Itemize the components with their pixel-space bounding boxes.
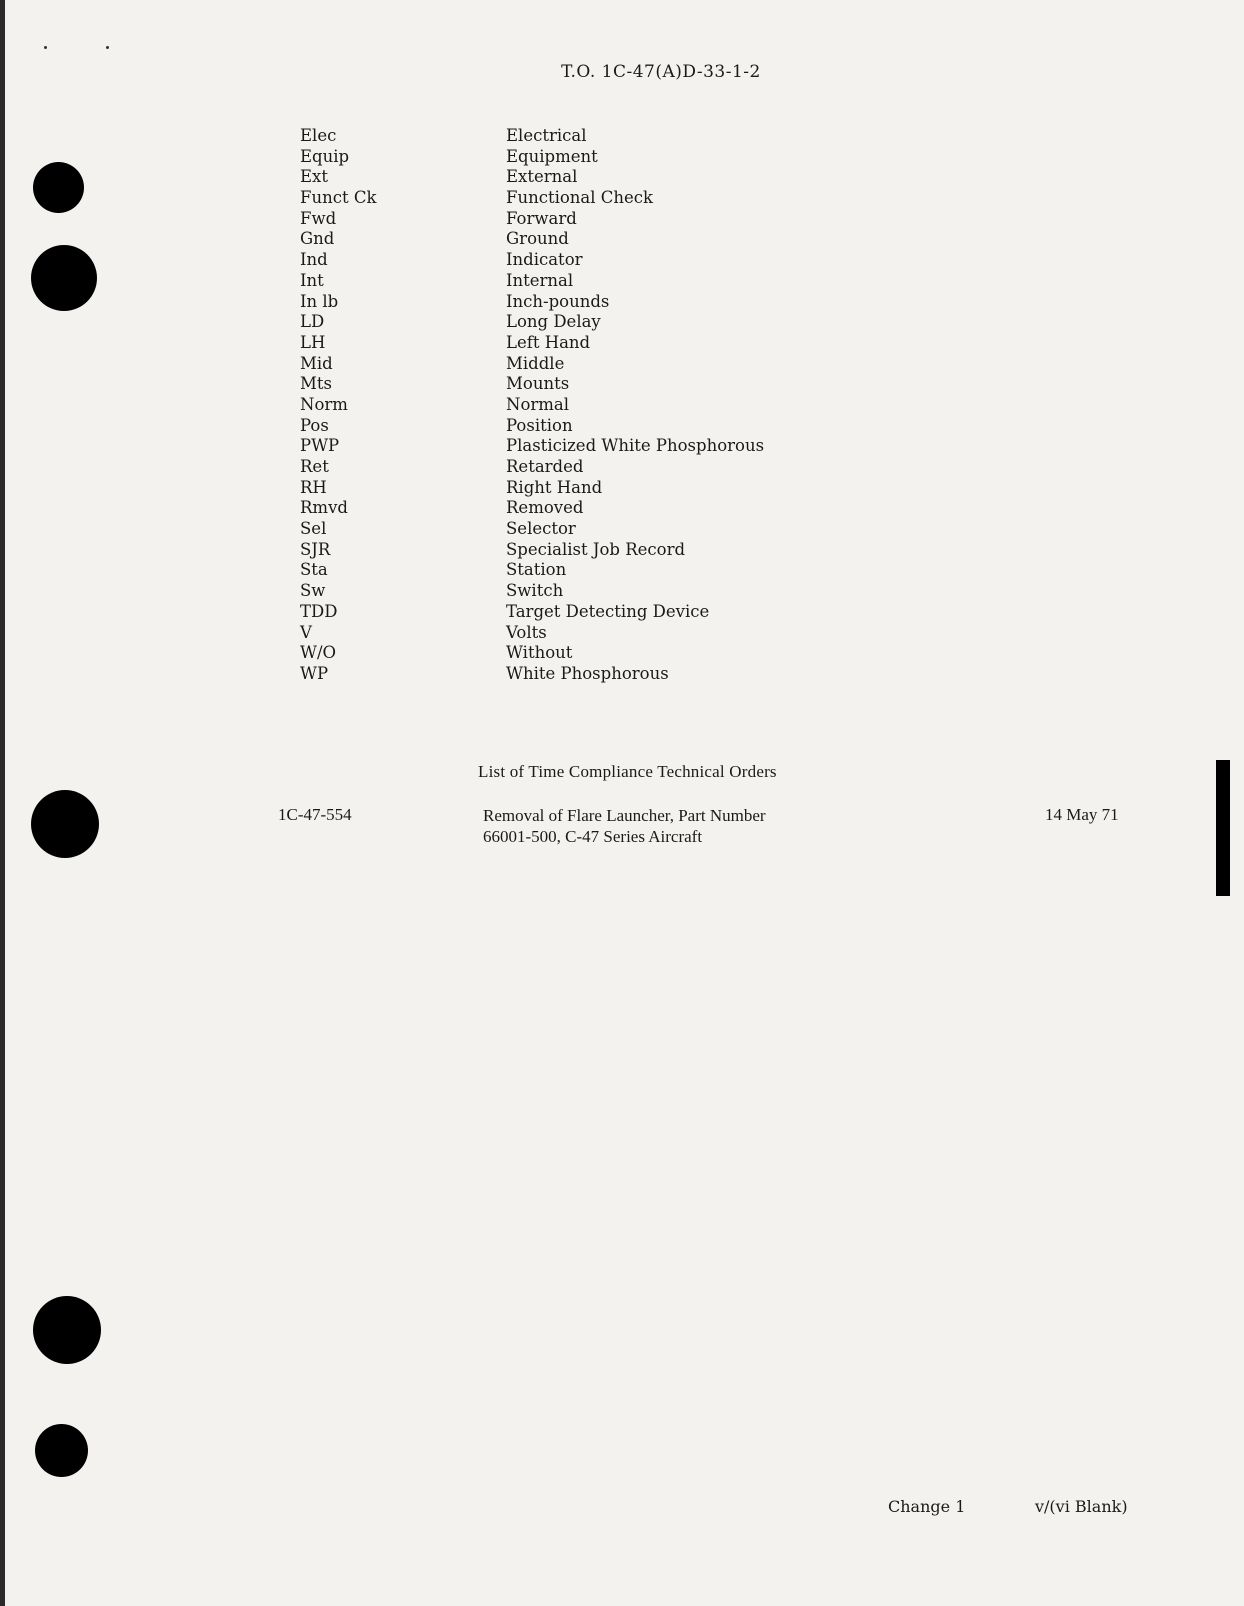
abbreviation-row: [300, 519, 764, 540]
abbreviation-term: RH: [300, 477, 327, 497]
abbreviation-term: Mid: [300, 353, 333, 373]
abbreviation-term: Sta: [300, 560, 328, 580]
abbreviation-term: Ind: [300, 250, 328, 270]
abbreviation-row: [300, 292, 764, 313]
abbreviation-row: [300, 126, 764, 147]
abbreviation-definition: Retarded: [506, 457, 584, 476]
abbreviation-term: Funct Ck: [300, 188, 377, 208]
abbreviation-definition: Forward: [506, 208, 577, 228]
abbreviation-term: Mts: [300, 374, 332, 394]
abbreviation-definition: Normal: [506, 394, 570, 414]
abbreviation-row: [300, 395, 764, 416]
abbreviation-term: PWP: [300, 436, 340, 456]
abbreviation-row: [300, 374, 764, 395]
abbreviation-row: [300, 271, 764, 292]
binder-hole: [35, 1424, 88, 1477]
abbreviation-definition: Switch: [506, 581, 564, 601]
scan-speck: [106, 46, 109, 49]
abbreviation-term: Gnd: [300, 229, 335, 249]
abbreviation-term: In lb: [300, 291, 339, 311]
abbreviation-term: Rmvd: [300, 498, 348, 518]
abbreviation-definition: Inch-pounds: [506, 291, 610, 311]
abbreviation-row: [300, 602, 764, 623]
abbreviation-definition: Position: [506, 415, 573, 435]
abbreviation-row: [300, 167, 764, 188]
abbreviation-term: Pos: [300, 415, 329, 435]
abbreviation-row: [300, 478, 764, 499]
abbreviation-definition: Station: [506, 560, 567, 580]
abbreviation-definition: Long Delay: [506, 312, 601, 332]
abbreviation-definition: Removed: [506, 498, 584, 518]
abbreviation-term: LD: [300, 312, 325, 332]
abbreviation-definition: Internal: [506, 270, 574, 290]
binder-hole: [33, 1296, 101, 1364]
abbreviation-term: Sw: [300, 581, 326, 601]
abbreviation-definition: Selector: [506, 519, 576, 539]
page-edge-shadow: [0, 0, 5, 1606]
change-bar: [1216, 760, 1230, 896]
abbreviation-term: SJR: [300, 539, 331, 559]
abbreviation-row: [300, 333, 764, 354]
abbreviation-row: [300, 250, 764, 271]
tcto-date: 14 May 71: [1045, 805, 1119, 824]
tcto-list-title: List of Time Compliance Technical Orders: [478, 762, 777, 781]
abbreviation-row: [300, 560, 764, 581]
abbreviation-row: [300, 643, 764, 664]
abbreviation-definition: Functional Check: [506, 188, 654, 208]
abbreviation-definition: Volts: [506, 622, 547, 642]
abbreviation-term: WP: [300, 663, 329, 683]
abbreviation-term: Ret: [300, 457, 329, 476]
abbreviation-definition: Target Detecting Device: [506, 601, 710, 621]
footer-change-number: Change 1: [888, 1497, 966, 1516]
footer-page-number: v/(vi Blank): [1035, 1497, 1128, 1516]
scan-speck: [44, 46, 47, 49]
abbreviation-row: [300, 540, 764, 561]
binder-hole: [33, 162, 84, 213]
abbreviation-definition: Right Hand: [506, 477, 603, 497]
abbreviation-term: Equip: [300, 146, 350, 166]
abbreviation-definition: Without: [506, 643, 573, 663]
abbreviation-row: [300, 581, 764, 602]
abbreviation-row: [300, 229, 764, 250]
abbreviation-term: Norm: [300, 394, 348, 414]
abbreviation-definition: Specialist Job Record: [506, 539, 686, 559]
abbreviation-row: [300, 188, 764, 209]
abbreviation-row: [300, 416, 764, 437]
abbreviation-term: Fwd: [300, 208, 337, 228]
abbreviation-row: [300, 209, 764, 230]
abbreviation-definition: Indicator: [506, 250, 583, 270]
abbreviations-list: [300, 126, 764, 685]
abbreviation-row: [300, 457, 764, 478]
abbreviation-definition: Middle: [506, 353, 565, 373]
abbreviation-term: TDD: [300, 601, 338, 621]
abbreviation-definition: Ground: [506, 229, 569, 249]
abbreviation-term: Sel: [300, 519, 327, 539]
tcto-number: 1C-47-554: [278, 805, 352, 824]
abbreviation-row: [300, 312, 764, 333]
abbreviation-definition: Equipment: [506, 146, 598, 166]
abbreviation-term: W/O: [300, 643, 337, 663]
abbreviation-term: V: [300, 622, 312, 642]
abbreviation-term: Ext: [300, 167, 328, 187]
abbreviation-term: Elec: [300, 126, 337, 145]
abbreviation-row: [300, 623, 764, 644]
abbreviation-row: [300, 354, 764, 375]
tcto-description-line: Removal of Flare Launcher, Part Number: [483, 806, 766, 825]
abbreviation-definition: Mounts: [506, 374, 570, 394]
abbreviation-definition: White Phosphorous: [506, 663, 669, 683]
abbreviation-row: [300, 498, 764, 519]
abbreviation-row: [300, 664, 764, 685]
abbreviation-row: [300, 436, 764, 457]
abbreviation-definition: External: [506, 167, 578, 187]
abbreviation-row: [300, 147, 764, 168]
binder-hole: [31, 245, 97, 311]
technical-order-number: T.O. 1C-47(A)D-33-1-2: [561, 62, 761, 82]
abbreviation-definition: Electrical: [506, 126, 587, 145]
abbreviation-definition: Left Hand: [506, 332, 591, 352]
tcto-description: [483, 805, 766, 847]
abbreviation-definition: Plasticized White Phosphorous: [506, 436, 765, 456]
tcto-description-line: 66001-500, C-47 Series Aircraft: [483, 827, 703, 846]
abbreviation-term: LH: [300, 332, 326, 352]
abbreviation-term: Int: [300, 270, 324, 290]
binder-hole: [31, 790, 99, 858]
